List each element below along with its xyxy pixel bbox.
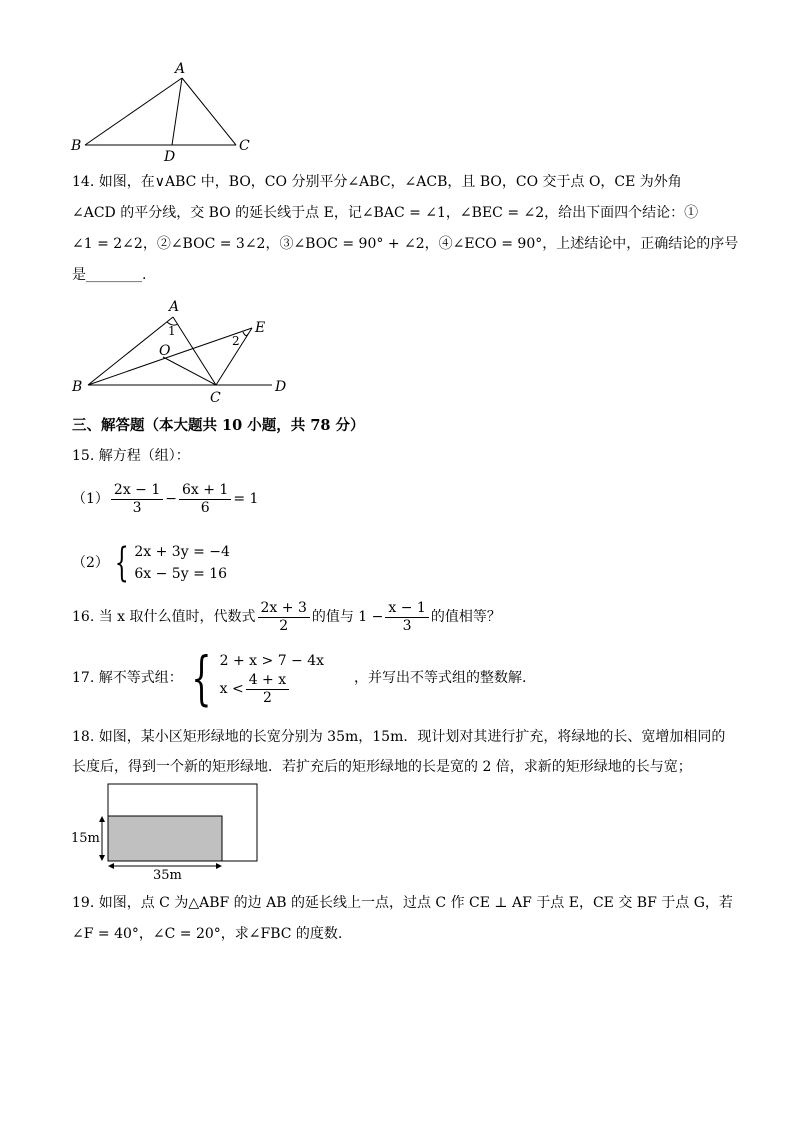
q14-line3: ∠1 = 2∠2，②∠BOC = 3∠2，③∠BOC = 90° + ∠2，④∠ECO = 90°，上述结论中，正确结论的序号	[72, 236, 739, 252]
rectangle-lawn-figure	[68, 780, 268, 880]
label-c: C	[210, 390, 221, 405]
label-o: O	[159, 343, 171, 359]
q16-middle: 的值与 1 −	[311, 609, 384, 625]
inequality-2	[220, 672, 324, 707]
q17-prefix: 17. 解不等式组：	[72, 670, 183, 686]
numerator: 6x + 1	[179, 482, 231, 500]
q16-suffix: 的值相等？	[430, 609, 501, 625]
q16-prefix: 16. 当 x 取什么值时，代数式	[72, 609, 256, 625]
q14-line4: 是________.	[72, 267, 147, 283]
section-3-heading: 三、解答题（本大题共 10 小题，共 78 分）	[72, 417, 365, 434]
inequality-1: 2 + x > 7 − 4x	[219, 652, 325, 669]
fraction	[111, 482, 163, 517]
label-a: A	[169, 299, 180, 315]
segment-oc	[163, 357, 216, 385]
numerator: 4 + x	[246, 672, 289, 690]
q19-line2: ∠F = 40°，∠C = 20°，求∠FBC 的度数.	[72, 926, 343, 942]
q18-line1: 18. 如图，某小区矩形绿地的长宽分别为 35m，15m．现计划对其进行扩充，将绿地的长、宽增加相同的	[72, 729, 726, 745]
label-b: B	[71, 138, 82, 154]
inequality-system	[220, 650, 324, 707]
original-lawn-rectangle	[108, 816, 222, 861]
equation-2: 6x − 5y = 16	[134, 566, 228, 582]
fraction	[179, 482, 231, 517]
label-a: A	[175, 61, 186, 77]
denominator: 2	[262, 689, 272, 706]
equation-system	[134, 541, 230, 585]
arrow-down	[99, 855, 105, 861]
label-e: E	[255, 320, 266, 336]
q15-title: 15. 解方程（组）：	[72, 448, 190, 464]
q18-line2: 长度后，得到一个新的矩形绿地．若扩充后的矩形绿地的长是宽的 2 倍，求新的矩形绿地的长与宽；	[72, 759, 692, 775]
q15-part2	[72, 541, 230, 585]
arrow-up	[99, 816, 105, 822]
q15-part1	[72, 481, 258, 517]
denominator: 6	[200, 499, 210, 516]
equation-1: 2x + 3y = −4	[134, 544, 230, 560]
numerator: 2x − 1	[111, 482, 163, 500]
q14-line1: 14. 如图，在∨ABC 中，BO，CO 分别平分∠ABC，∠ACB，且 BO，CO 交于点 O，CE 为外角	[72, 174, 682, 190]
arrow-right	[216, 863, 222, 869]
denominator: 2	[279, 617, 289, 634]
minus-sign: −	[165, 491, 177, 507]
angle-2-arc	[243, 332, 248, 336]
numerator: 2x + 3	[258, 600, 310, 618]
inequality-2-lhs: x <	[219, 681, 244, 697]
side-ba	[85, 78, 182, 145]
equation-rhs: = 1	[233, 491, 259, 507]
q17-suffix: ，并写出不等式组的整数解.	[354, 670, 527, 686]
length-label: 35m	[153, 868, 182, 880]
label-1: 1	[168, 324, 176, 338]
fraction	[385, 600, 428, 635]
denominator: 3	[402, 617, 412, 634]
label-d: D	[164, 149, 176, 165]
q17	[72, 646, 526, 710]
fraction	[246, 672, 289, 707]
segment-ac	[173, 317, 216, 385]
triangle-abc-figure	[60, 55, 280, 165]
label-c: C	[239, 138, 250, 154]
q14-line2: ∠ACD 的平分线，交 BO 的延长线于点 E，记∠BAC = ∠1，∠BEC = ∠2，给出下面四个结论：①	[72, 205, 699, 221]
label-2: 2	[232, 334, 240, 348]
segment-ad	[172, 78, 182, 145]
triangle-bisector-figure	[60, 295, 300, 405]
q16	[72, 597, 501, 637]
system-brace: {	[114, 540, 129, 586]
q15-part1-label: （1）	[72, 491, 109, 507]
system-brace: {	[191, 644, 212, 712]
q15-part2-label: （2）	[72, 555, 109, 571]
width-label: 15m	[71, 831, 100, 846]
label-d: D	[275, 379, 287, 395]
q19-line1: 19. 如图，点 C 为△ABF 的边 AB 的延长线上一点，过点 C 作 CE ⊥ AF 于点 E，CE 交 BF 于点 G，若	[72, 895, 733, 911]
fraction	[258, 600, 310, 635]
denominator: 3	[132, 499, 142, 516]
side-ac	[182, 78, 236, 145]
label-b: B	[72, 379, 83, 395]
arrow-left	[108, 863, 114, 869]
numerator: x − 1	[385, 600, 428, 618]
